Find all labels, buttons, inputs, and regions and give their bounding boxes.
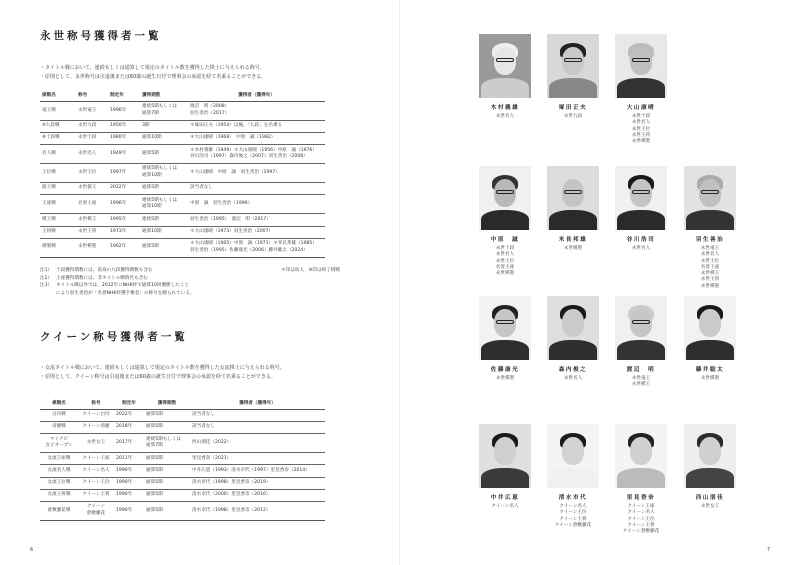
photo-shoulders — [617, 468, 665, 488]
person-titles — [684, 376, 736, 382]
portrait-photo — [615, 424, 667, 488]
portrait-card — [479, 424, 531, 510]
cell-year: 2022年 — [114, 410, 144, 422]
footnote — [40, 282, 340, 297]
photo-glasses — [632, 190, 650, 194]
person-titles — [547, 504, 599, 529]
person-title-item: クイーン王将 — [627, 522, 655, 528]
person-title-item: クイーン名人 — [627, 510, 655, 516]
cell-title: クイーン 倉敷藤花 — [78, 502, 114, 521]
person-titles — [547, 376, 599, 382]
cell-title: クイーン白玲 — [78, 410, 114, 422]
cell-title: クイーン王座 — [78, 453, 114, 465]
photo-shoulders — [549, 210, 597, 230]
cell-requirement: 通算10期 — [140, 226, 188, 238]
cell-event: 女流王将戦 — [40, 489, 78, 501]
cell-year: 1990年 — [114, 477, 144, 489]
portrait-photo — [615, 296, 667, 360]
cell-title: 永世叡王 — [76, 183, 108, 195]
cell-year: 2017年 — [114, 434, 144, 453]
table-row — [40, 238, 325, 257]
cell-year: 1950年 — [108, 120, 140, 132]
photo-shoulders — [481, 210, 529, 230]
person-title-item: クイーン名人 — [559, 504, 587, 509]
queen-table — [40, 398, 325, 521]
table-row — [40, 489, 325, 501]
table-row — [40, 164, 325, 183]
photo-shoulders — [617, 210, 665, 230]
cell-title: 永世名人 — [76, 145, 108, 164]
cell-requirement: 連続5期もしくは 通算7期 — [140, 102, 188, 121]
queen-intro — [40, 364, 285, 382]
col-requirement: 獲得期数 — [140, 90, 188, 102]
table-row — [40, 214, 325, 226]
eisei-intro-line: ・タイトル戦において、連続もしくは通算して規定のタイトル数を獲得した棋士に与えられる称号。 — [40, 65, 265, 71]
table-row — [40, 226, 325, 238]
portrait-photo — [547, 424, 599, 488]
cell-holders: 清水市代（1998）里見香奈（2019） — [190, 477, 325, 489]
cell-year: 2022年 — [108, 183, 140, 195]
cell-event: 棋王戦 — [40, 214, 76, 226]
cell-event: 白玲戦 — [40, 410, 78, 422]
person-titles — [684, 504, 736, 510]
legend-note: ＊印は故人 ※印は終了棋戦 — [281, 268, 340, 273]
cell-holders: ＊大山康晴 中原 誠 羽生善治（1997） — [188, 164, 325, 183]
person-title-item: クイーン王将 — [559, 516, 587, 522]
photo-shoulders — [481, 340, 529, 360]
cell-requirement: 通算5期 — [144, 410, 190, 422]
portrait-photo — [547, 34, 599, 98]
table-row — [40, 133, 325, 145]
cell-title: 永世棋王 — [76, 214, 108, 226]
person-title-item: 永世十段 — [631, 114, 651, 119]
queen-section-title: クイーン称号獲得者一覧 — [40, 331, 188, 343]
cell-title: 名誉王座 — [76, 195, 108, 214]
photo-glasses — [496, 190, 514, 194]
eisei-table-body — [40, 102, 325, 258]
cell-requirement: 通算5期 — [144, 502, 190, 521]
cell-year: 1996年 — [108, 102, 140, 121]
queen-intro-line: ・女流タイトル戦において、連続もしくは通算して規定のタイトル数を獲得した女流棋士に与えられる称号。 — [40, 365, 285, 371]
person-title-item: 永世名人 — [631, 120, 651, 126]
eisei-section-title: 永世称号獲得者一覧 — [40, 30, 162, 42]
table-header-row — [40, 90, 325, 102]
person-titles — [547, 114, 599, 120]
cell-title: 永世九段 — [76, 120, 108, 132]
portrait-card — [547, 166, 599, 252]
person-title-item: 永世名人 — [631, 246, 651, 251]
cell-year: 1949年 — [108, 145, 140, 164]
person-titles — [615, 246, 667, 252]
portrait-card — [615, 296, 667, 389]
cell-title: 永世十段 — [76, 133, 108, 145]
cell-requirement: 通算5期 — [144, 477, 190, 489]
person-title-item: 永世王位 — [495, 258, 515, 264]
footnote-key: 注1） — [40, 268, 53, 273]
col-requirement: 獲得期数 — [144, 398, 190, 410]
photo-glasses — [496, 58, 514, 62]
portrait-card — [684, 166, 736, 290]
cell-requirement: 通算5期 — [140, 183, 188, 195]
cell-holders: 該当者なし — [190, 410, 325, 422]
cell-requirement: 通算5期 — [144, 422, 190, 434]
person-title-item: 永世棋聖 — [495, 271, 515, 277]
right-page — [400, 0, 800, 565]
footnote-text: 十段獲得期数には、前身の九段獲得期数も含む — [56, 268, 153, 273]
photo-shoulders — [617, 340, 665, 360]
cell-requirement: 3期 — [140, 120, 188, 132]
portrait-photo — [615, 166, 667, 230]
person-title-item: 永世名人 — [495, 114, 515, 119]
cell-requirement: 連続5期もしくは 通算7期 — [144, 434, 190, 453]
cell-year: 1995年 — [108, 214, 140, 226]
person-title-item: 永世棋聖 — [700, 376, 720, 381]
table-row — [40, 453, 325, 465]
portrait-photo — [479, 296, 531, 360]
cell-requirement: 通算10期 — [140, 133, 188, 145]
photo-face — [630, 437, 652, 465]
cell-year: 1980年 — [108, 133, 140, 145]
portrait-card — [547, 424, 599, 529]
table-header-row — [40, 398, 325, 410]
cell-holders: 清水市代（2000）里見香奈（2016） — [190, 489, 325, 501]
cell-year: 1996年 — [108, 195, 140, 214]
portrait-card — [547, 34, 599, 120]
cell-requirement: 通算5期 — [144, 465, 190, 477]
person-title-item: クイーン王位 — [559, 510, 587, 516]
footnote-text: 王座獲得期数には、非タイトル戦時代も含む — [56, 275, 148, 281]
portrait-card — [479, 296, 531, 382]
cell-holders: 渡辺 明（2008） 羽生善治（2017） — [188, 102, 325, 121]
table-row — [40, 120, 325, 132]
portrait-card — [479, 34, 531, 120]
person-title-item: 永世名人 — [700, 252, 720, 258]
cell-event: 王座戦 — [40, 195, 76, 214]
cell-requirement: 通算5期 — [140, 238, 188, 257]
photo-glasses — [701, 190, 719, 194]
col-holders: 獲得者（獲得年） — [190, 398, 325, 410]
cell-requirement: 通算5期 — [140, 145, 188, 164]
cell-title: クイーン清麗 — [78, 422, 114, 434]
cell-event: 棋聖戦 — [40, 238, 76, 257]
cell-event: 王将戦 — [40, 226, 76, 238]
eisei-intro-line: ・原則として、永世称号は引退後または60歳の誕生日付で理事会の承認を経て名乗ることができる。 — [40, 74, 267, 80]
cell-holders: 羽生善治（1995） 渡辺 明（2017） — [188, 214, 325, 226]
portrait-card — [684, 296, 736, 382]
table-row — [40, 477, 325, 489]
person-name: 森内俊之 — [558, 367, 588, 373]
photo-shoulders — [481, 78, 529, 98]
person-title-item: 永世十段 — [495, 246, 515, 251]
person-title-item: 永世名人 — [563, 376, 583, 381]
photo-face — [562, 437, 584, 465]
photo-face — [699, 309, 721, 337]
cell-year: 1990年 — [114, 502, 144, 521]
person-titles — [479, 246, 531, 277]
cell-year: 1990年 — [114, 489, 144, 501]
cell-holders: 中井広恵（1993）清水市代（1997）里見香奈（2014） — [190, 465, 325, 477]
col-year: 制定年 — [108, 90, 140, 102]
photo-glasses — [564, 190, 582, 194]
table-row — [40, 145, 325, 164]
col-title: 称号 — [78, 398, 114, 410]
photo-face — [699, 437, 721, 465]
photo-shoulders — [686, 210, 734, 230]
cell-year: 2018年 — [114, 422, 144, 434]
cell-year: 1962年 — [108, 238, 140, 257]
person-title-item: 名誉王座 — [700, 264, 720, 270]
table-row — [40, 434, 325, 453]
portrait-card — [615, 424, 667, 535]
person-name: 大山康晴 — [626, 105, 656, 111]
portrait-photo — [684, 424, 736, 488]
photo-face — [494, 437, 516, 465]
photo-glasses — [632, 320, 650, 324]
person-title-item: 永世王将 — [700, 277, 720, 283]
person-titles — [479, 376, 531, 382]
eisei-intro — [40, 64, 266, 82]
person-name: 西山朋佳 — [695, 495, 725, 501]
portrait-card — [479, 166, 531, 277]
person-title-item: クイーン倉敷藤花 — [622, 529, 660, 535]
person-titles — [615, 376, 667, 389]
footnote — [40, 275, 340, 283]
person-titles — [615, 114, 667, 145]
table-row — [40, 195, 325, 214]
cell-requirement: 連続5期 — [140, 214, 188, 226]
table-row — [40, 465, 325, 477]
photo-shoulders — [549, 78, 597, 98]
footnote-key: 注2） — [40, 275, 53, 281]
photo-shoulders — [686, 468, 734, 488]
photo-shoulders — [549, 340, 597, 360]
queen-intro-line: ・原則として、クイーン称号は引退後または60歳の誕生日付で理事会の承認を経て名乗ることができる。 — [40, 374, 276, 380]
cell-title: クイーン王位 — [78, 477, 114, 489]
cell-event: ※九段戦 — [40, 120, 76, 132]
person-name: 渡辺 明 — [626, 367, 656, 373]
cell-holders: ＊塚田正夫（1954）以後、「九段」を名乗る — [188, 120, 325, 132]
table-row — [40, 102, 325, 121]
portrait-photo — [684, 166, 736, 230]
cell-holders: ＊大山康晴（1965）中原 誠（1971）＊米長邦雄（1985） 羽生善治（1995）佐藤康光（2006）藤井聡太（2024） — [188, 238, 325, 257]
cell-year: 2011年 — [114, 453, 144, 465]
col-title: 称号 — [76, 90, 108, 102]
person-title-item: 永世棋王 — [700, 271, 720, 277]
person-title-item: 永世棋聖 — [700, 283, 720, 289]
person-title-item: 永世竜王 — [631, 376, 651, 381]
portrait-photo — [547, 296, 599, 360]
cell-event: 叡王戦 — [40, 183, 76, 195]
person-name: 中井広恵 — [490, 495, 520, 501]
cell-holders: 該当者なし — [190, 422, 325, 434]
col-event: 棋戦名 — [40, 90, 76, 102]
cell-year: 1997年 — [108, 164, 140, 183]
cell-event: 竜王戦 — [40, 102, 76, 121]
cell-year: 1973年 — [108, 226, 140, 238]
person-titles — [479, 504, 531, 510]
person-titles — [684, 246, 736, 290]
person-name: 佐藤康光 — [490, 367, 520, 373]
col-event: 棋戦名 — [40, 398, 78, 410]
portrait-card — [547, 296, 599, 382]
eisei-table — [40, 90, 325, 258]
person-name: 木村義雄 — [490, 105, 520, 111]
cell-event: マイナビ 女子オープン — [40, 434, 78, 453]
cell-holders: 中原 誠 羽生善治（1996） — [188, 195, 325, 214]
cell-requirement: 連続5期もしくは 通算10期 — [140, 195, 188, 214]
person-name: 谷川浩司 — [626, 237, 656, 243]
person-title-item: 永世竜王 — [700, 246, 720, 251]
person-name: 藤井聡太 — [695, 367, 725, 373]
person-title-item: 永世棋聖 — [563, 246, 583, 251]
cell-requirement: 通算5期 — [144, 453, 190, 465]
cell-event: 名人戦 — [40, 145, 76, 164]
portrait-card — [615, 34, 667, 145]
person-title-item: 永世王位 — [631, 126, 651, 132]
cell-title: 永世女王 — [78, 434, 114, 453]
cell-event: ※十段戦 — [40, 133, 76, 145]
cell-holders: ＊木村義雄（1949）＊大山康晴（1956）中原 誠（1976） 谷川浩司（1997）森内俊之（2007）羽生善治（2008） — [188, 145, 325, 164]
portrait-photo — [547, 166, 599, 230]
cell-year: 1990年 — [114, 465, 144, 477]
page-number-right: 7 — [767, 547, 771, 553]
cell-event: 清麗戦 — [40, 422, 78, 434]
photo-shoulders — [686, 340, 734, 360]
table-row — [40, 183, 325, 195]
cell-holders: 該当者なし — [188, 183, 325, 195]
cell-holders: 西山朋佳（2022） — [190, 434, 325, 453]
portrait-photo — [479, 424, 531, 488]
cell-holders: 里見香奈（2021） — [190, 453, 325, 465]
cell-title: 永世王将 — [76, 226, 108, 238]
cell-event: 倉敷藤花戦 — [40, 502, 78, 521]
person-name: 清水市代 — [558, 495, 588, 501]
person-name: 中原 誠 — [490, 237, 520, 243]
portrait-card — [615, 166, 667, 252]
person-title-item: 永世棋王 — [631, 382, 651, 388]
cell-title: クイーン王将 — [78, 489, 114, 501]
cell-title: 永世王位 — [76, 164, 108, 183]
person-title-item: 永世棋聖 — [631, 139, 651, 145]
person-title-item: 名誉王座 — [495, 264, 515, 270]
person-titles — [615, 504, 667, 535]
cell-title: 永世竜王 — [76, 102, 108, 121]
cell-holders: ＊大山康晴（1973）羽生善治（2007） — [188, 226, 325, 238]
cell-title: クイーン名人 — [78, 465, 114, 477]
person-title-item: 永世棋聖 — [495, 376, 515, 381]
cell-event: 王位戦 — [40, 164, 76, 183]
person-titles — [547, 246, 599, 252]
person-title-item: 永世九段 — [563, 114, 583, 119]
photo-shoulders — [481, 468, 529, 488]
cell-title: 永世棋聖 — [76, 238, 108, 257]
person-title-item: 永世名人 — [495, 252, 515, 258]
person-name: 里見香奈 — [626, 495, 656, 501]
cell-event: 女流王位戦 — [40, 477, 78, 489]
footnote-key: 注3） — [40, 283, 53, 288]
page-number-left: 6 — [30, 547, 34, 553]
cell-requirement: 連続5期もしくは 通算10期 — [140, 164, 188, 183]
portrait-card — [684, 424, 736, 510]
portrait-photo — [479, 34, 531, 98]
person-title-item: クイーン名人 — [491, 504, 519, 509]
eisei-footnotes — [40, 267, 340, 297]
footnote-text: タイトル戦以外では、2012年にNHK杯で通算10回優勝したこと により羽生善治が「名誉NHK杯選手権者」の称号を贈られている。 — [56, 283, 195, 296]
cell-holders: ＊大山康晴（1968） 中原 誠（1982） — [188, 133, 325, 145]
table-row — [40, 502, 325, 521]
person-title-item: クイーン王座 — [627, 504, 655, 509]
photo-shoulders — [617, 78, 665, 98]
person-title-item: クイーン倉敷藤花 — [554, 522, 592, 528]
person-title-item: 永世王将 — [631, 132, 651, 138]
person-name: 米長邦雄 — [558, 237, 588, 243]
photo-shoulders — [549, 468, 597, 488]
photo-glasses — [564, 58, 582, 62]
portrait-photo — [615, 34, 667, 98]
person-name: 塚田正夫 — [558, 105, 588, 111]
table-row — [40, 422, 325, 434]
person-title-item: 永世王位 — [700, 258, 720, 264]
person-title-item: クイーン王位 — [627, 516, 655, 522]
person-title-item: 永世女王 — [700, 504, 720, 509]
photo-glasses — [496, 320, 514, 324]
photo-glasses — [632, 58, 650, 62]
cell-holders: 清水市代（1998）里見香奈（2012） — [190, 502, 325, 521]
queen-table-body — [40, 410, 325, 521]
table-row — [40, 410, 325, 422]
cell-requirement: 通算5期 — [144, 489, 190, 501]
portrait-photo — [684, 296, 736, 360]
cell-event: 女流王座戦 — [40, 453, 78, 465]
person-name: 羽生善治 — [695, 237, 725, 243]
person-titles — [479, 114, 531, 120]
col-holders: 獲得者（獲得年） — [188, 90, 325, 102]
portrait-photo — [479, 166, 531, 230]
col-year: 制定年 — [114, 398, 144, 410]
cell-event: 女流名人戦 — [40, 465, 78, 477]
photo-face — [562, 309, 584, 337]
